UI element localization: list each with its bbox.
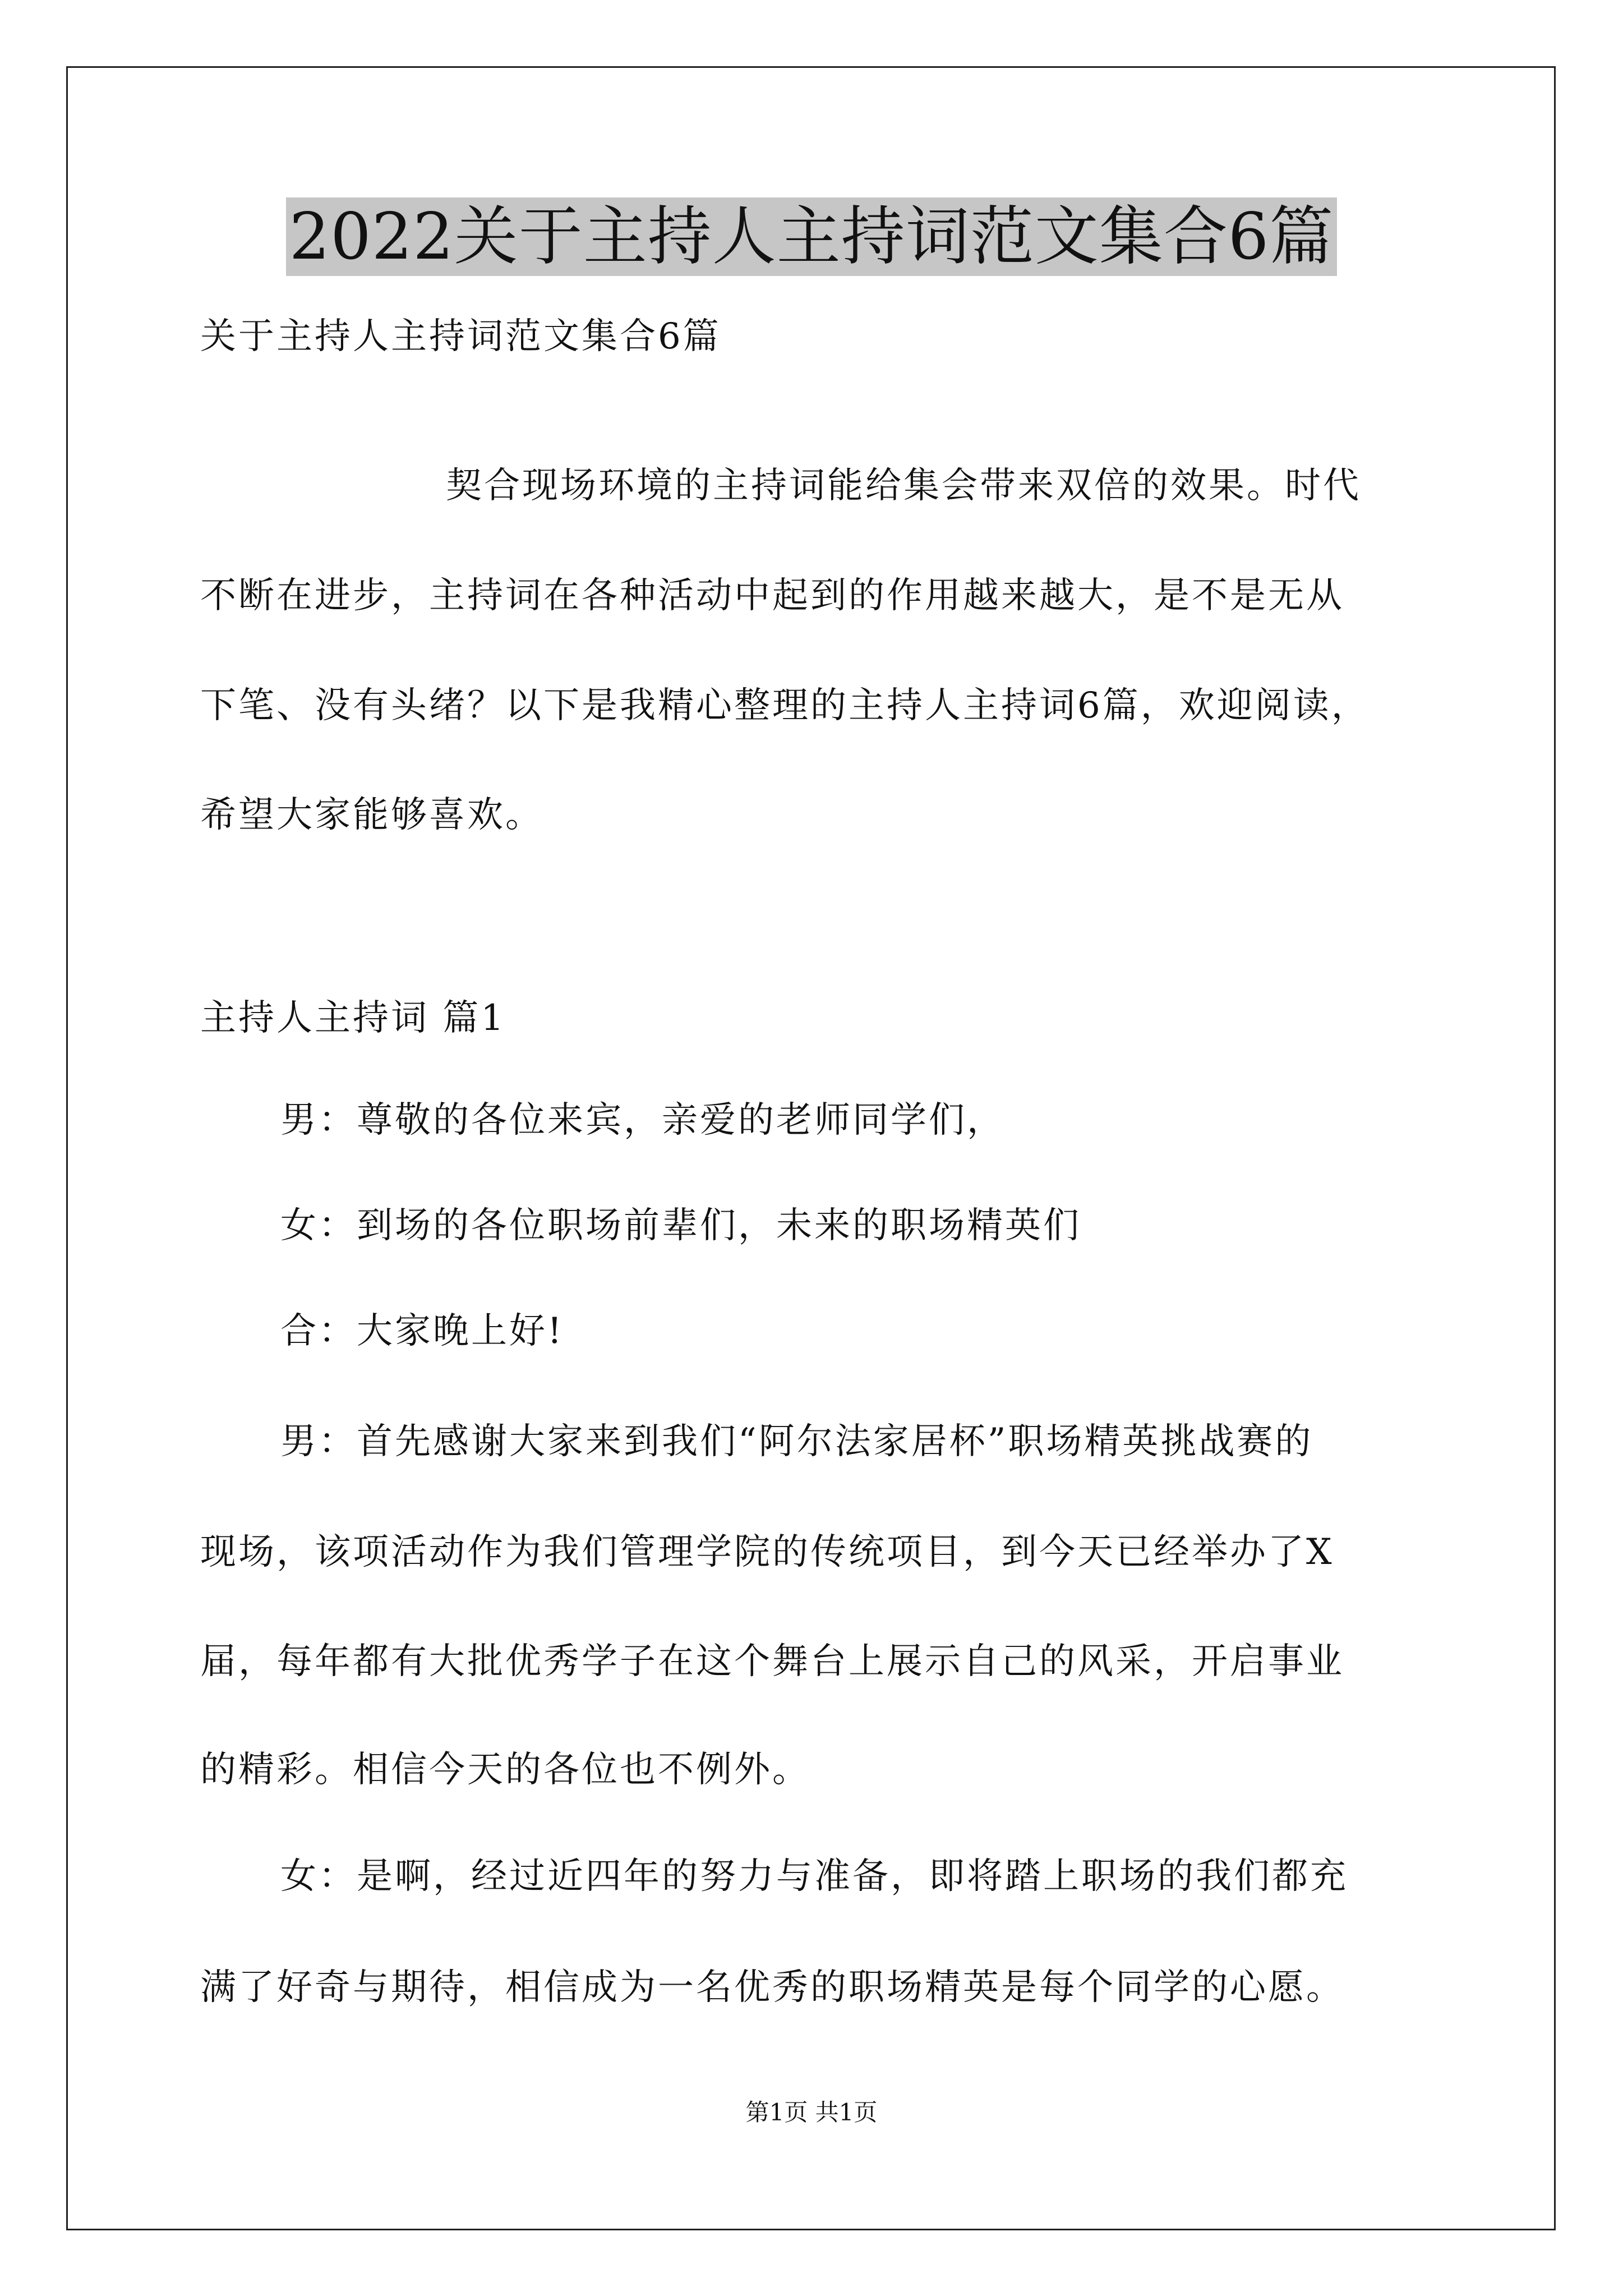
body-line: 现场，该项活动作为我们管理学院的传统项目，到今天已经举办了X [200, 1531, 1334, 1573]
body-line: 女：到场的各位职场前辈们，未来的职场精英们 [280, 1205, 1081, 1246]
document-subtitle: 关于主持人主持词范文集合6篇 [200, 316, 721, 357]
title-container [0, 197, 1623, 276]
body-line: 届，每年都有大批优秀学子在这个舞台上展示自己的风采，开启事业 [200, 1641, 1344, 1682]
intro-line: 不断在进步，主持词在各种活动中起到的作用越来越大，是不是无从 [200, 575, 1344, 616]
intro-line: 契合现场环境的主持词能给集会带来双倍的效果。时代 [446, 465, 1361, 507]
intro-line: 希望大家能够喜欢。 [200, 794, 543, 836]
body-line: 的精彩。相信今天的各位也不例外。 [200, 1749, 810, 1791]
body-line: 满了好奇与期待，相信成为一名优秀的职场精英是每个同学的心愿。 [200, 1967, 1344, 2008]
document-title: 2022关于主持人主持词范文集合6篇 [286, 197, 1338, 276]
body-line: 女：是啊，经过近四年的努力与准备，即将踏上职场的我们都充 [280, 1856, 1348, 1897]
body-line: 合：大家晚上好! [280, 1310, 564, 1352]
body-line: 男：首先感谢大家来到我们“阿尔法家居杯”职场精英挑战赛的 [280, 1421, 1313, 1462]
page-border [66, 66, 1556, 2230]
intro-line: 下笔、没有头绪？以下是我精心整理的主持人主持词6篇，欢迎阅读， [200, 685, 1370, 726]
section-heading: 主持人主持词 篇1 [200, 997, 506, 1039]
page-footer: 第1页 共1页 [745, 2099, 878, 2126]
body-line: 男：尊敬的各位来宾，亲爱的老师同学们， [280, 1099, 1005, 1141]
